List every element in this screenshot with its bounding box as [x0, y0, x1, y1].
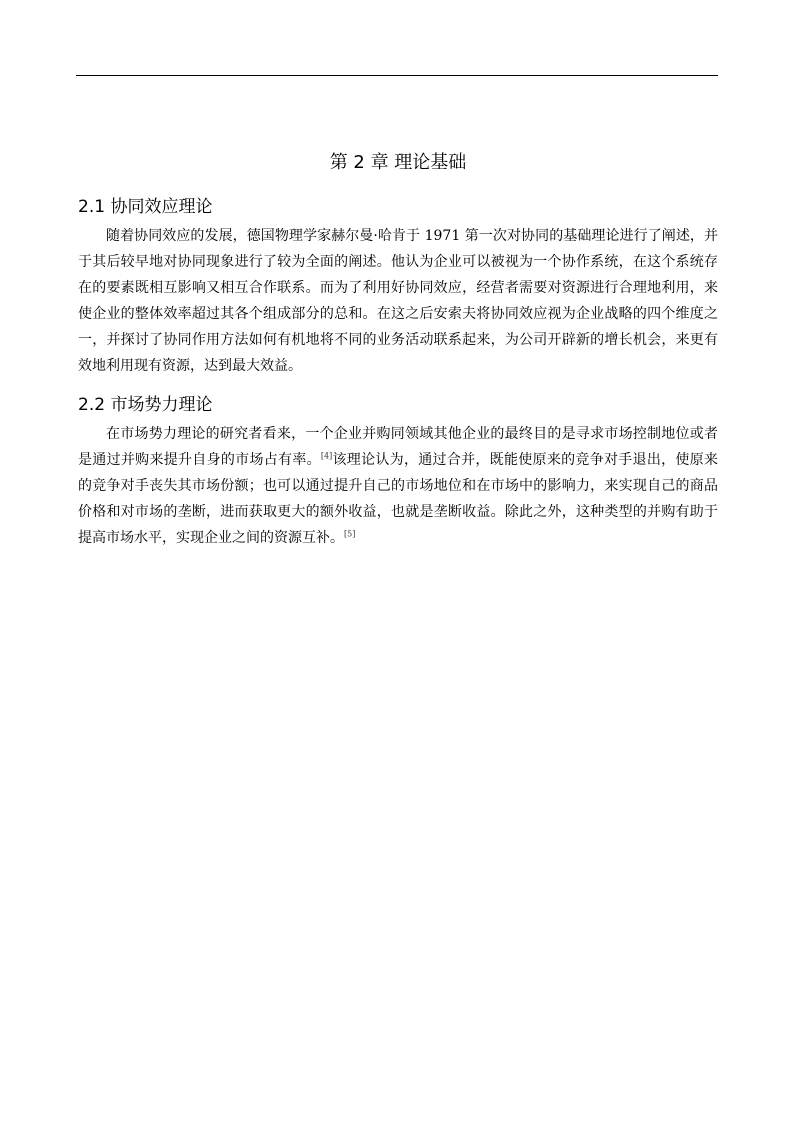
header-rule — [76, 75, 718, 76]
citation-ref[interactable]: [4] — [320, 451, 333, 461]
section-paragraph: 随着协同效应的发展，德国物理学家赫尔曼·哈肯于 1971 第一次对协同的基础理论进行了阐述，并于其后较早地对协同现象进行了较为全面的阐述。他认为企业可以被视为一个协作系统，在这个系统存在的要素既相互影响又相互合作联系。而为了利用好协同效应，经营者需要对资源进行合理地利用，来使企业的整体效率超过其各个组成部分的总和。在这之后安索夫将协同效应视为企业战略的四个维度之一，并探讨了协同作用方法如何有机地将不同的业务活动联系起来，为公司开辟新的增长机会，来更有效地利用现有资源，达到最大效益。 — [78, 228, 718, 374]
paragraph-text: 在市场势力理论的研究者看来，一个企业并购同领域其他企业的最终目的是寻求市场控制地位或者是通过并购来提升自身的市场占有率。 — [78, 426, 718, 468]
citation-ref[interactable]: [5] — [344, 529, 356, 539]
section-heading: 2.2 市场势力理论 — [78, 395, 213, 415]
page-content — [78, 147, 718, 551]
chapter-title: 第 2 章 理论基础 — [329, 152, 467, 173]
section-paragraph — [78, 421, 718, 551]
section-heading: 2.1 协同效应理论 — [78, 197, 213, 217]
section-2-1 — [78, 193, 718, 379]
paragraph-text: 该理论认为，通过合并，既能使原来的竞争对手退出，使原来的竞争对手丧失其市场份额；也可以通过提升自己的市场地位和在市场中的影响力，来实现自己的商品价格和对市场的垄断，进而获取更大的额外收益，也就是垄断收益。除此之外，这种类型的并购有助于提高市场水平，实现企业之间的资源互补。 — [78, 452, 718, 546]
section-2-2 — [78, 391, 718, 551]
